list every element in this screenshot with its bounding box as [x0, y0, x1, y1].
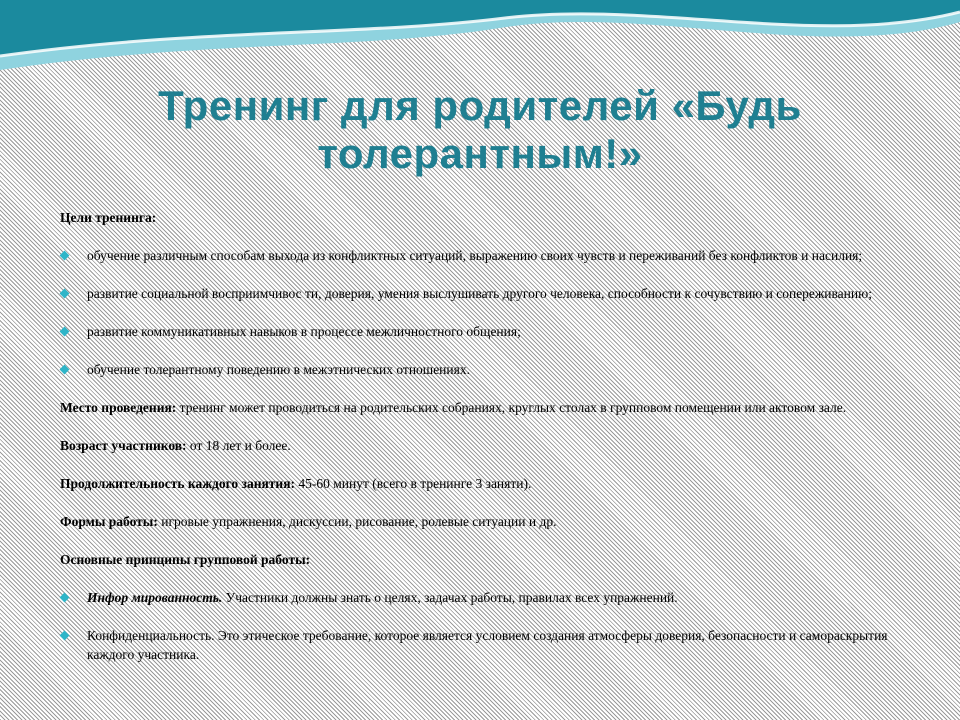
goal-item: [60, 246, 896, 265]
principle-text: Участники должны знать о целях, задачах работы, правилах всех упражнений.: [222, 590, 678, 605]
forms-label: Формы работы:: [60, 514, 158, 529]
place-paragraph: [60, 398, 896, 417]
duration-label: Продолжительность каждого занятия:: [60, 476, 295, 491]
forms-paragraph: [60, 512, 896, 531]
place-text: тренинг может проводиться на родительских собраниях, круглых столах в групповом помещении или актовом зале.: [176, 400, 847, 415]
place-label: Место проведения:: [60, 400, 177, 415]
age-paragraph: [60, 436, 896, 455]
principle-label: Инфор мированность.: [87, 590, 223, 605]
header-wave-decoration: [0, 0, 960, 90]
forms-text: игровые упражнения, дискуссии, рисование, ролевые ситуации и др.: [157, 514, 557, 529]
goals-heading: Цели тренинга:: [60, 210, 157, 225]
slide-content: [60, 208, 896, 664]
principles-heading: Основные принципы групповой работы:: [60, 552, 311, 567]
duration-text: 45-60 минут (всего в тренинге 3 заняти).: [295, 476, 532, 491]
principles-list: [60, 588, 896, 664]
goals-list: [60, 246, 896, 379]
goal-item: [60, 322, 896, 341]
principle-item: [60, 588, 896, 607]
slide-title: Тренинг для родителей «Будь толерантным!»: [158, 82, 802, 177]
duration-paragraph: [60, 474, 896, 493]
bullet-icon: [60, 327, 70, 337]
goal-text: развитие коммуникативных навыков в процессе межличностного общения;: [87, 324, 521, 339]
principle-item: [60, 626, 896, 664]
goal-item: [60, 284, 896, 303]
goal-text: развитие социальной восприимчивос ти, доверия, умения выслушивать другого человека, способности к сочувствию и сопереживанию;: [87, 286, 872, 301]
principle-text: Конфиденциальность. Это этическое требование, которое является условием создания атмосферы доверия, безопасности и самораскрытия каждого участника.: [87, 628, 888, 662]
bullet-icon: [60, 593, 70, 603]
age-text: от 18 лет и более.: [186, 438, 291, 453]
bullet-icon: [60, 365, 70, 375]
goal-text: обучение различным способам выхода из конфликтных ситуаций, выражению своих чувств и переживаний без конфликтов и насилия;: [87, 248, 863, 263]
bullet-icon: [60, 289, 70, 299]
goal-item: [60, 360, 896, 379]
age-label: Возраст участников:: [60, 438, 187, 453]
bullet-icon: [60, 251, 70, 261]
bullet-icon: [60, 631, 70, 641]
goal-text: обучение толерантному поведению в межэтнических отношениях.: [87, 362, 470, 377]
